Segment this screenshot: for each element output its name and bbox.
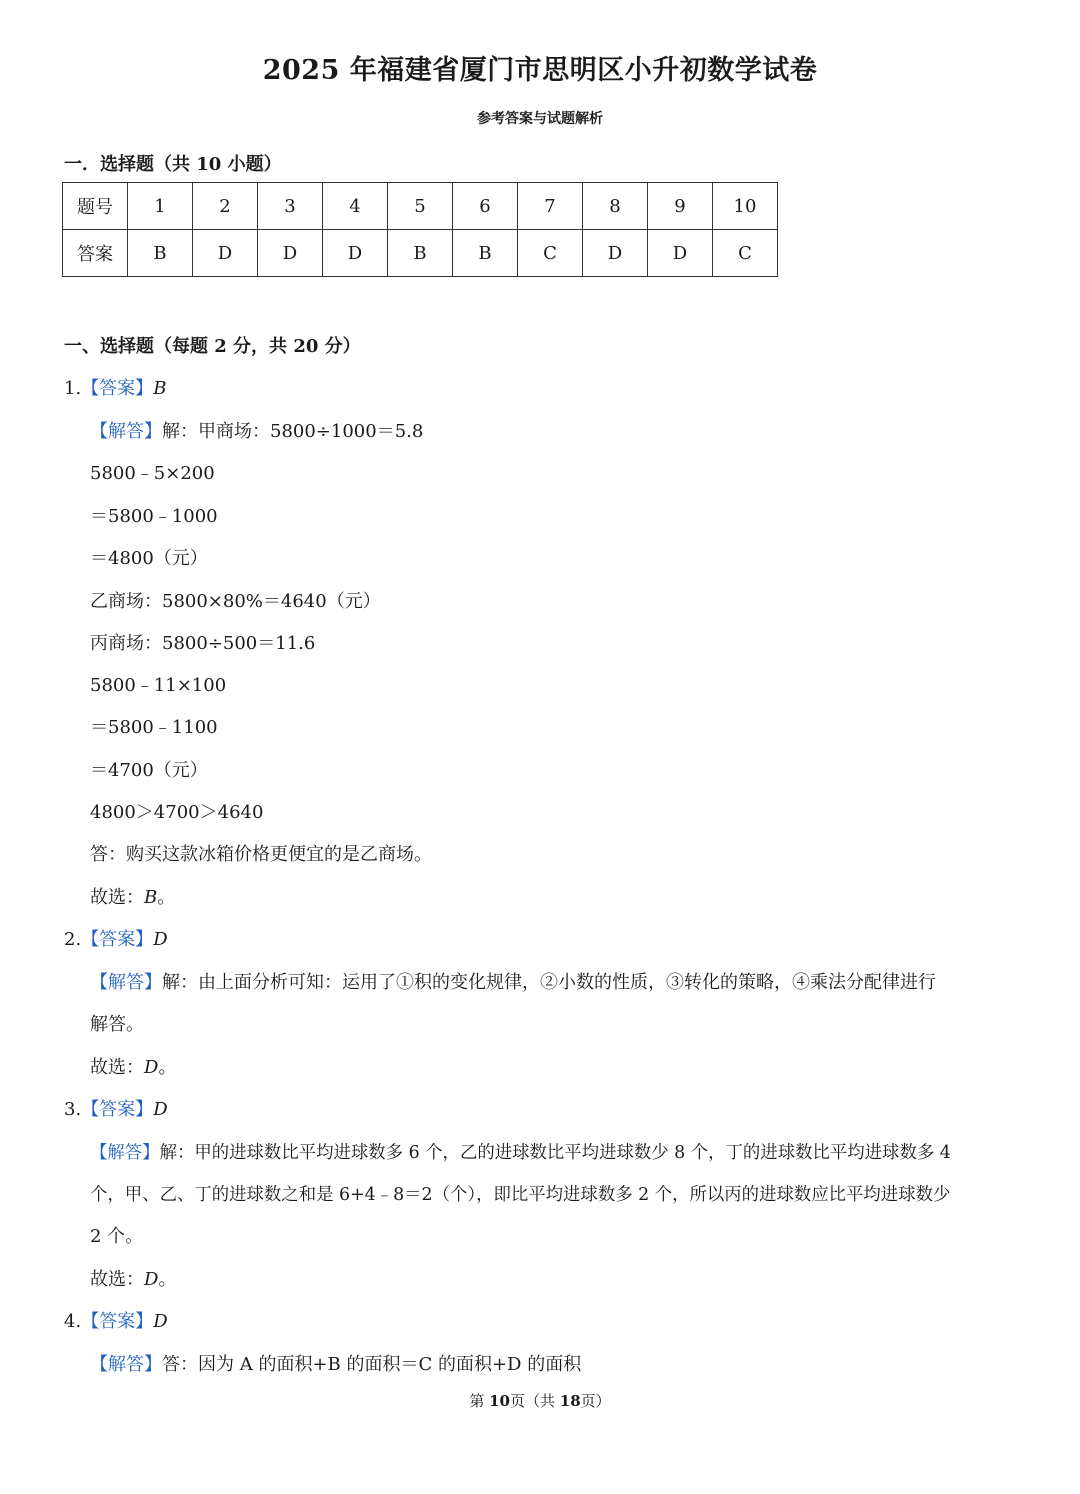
- section-heading-2: 一、选择题（每题 2 分，共 20 分）: [64, 336, 361, 357]
- table-cell-answer: D: [648, 230, 713, 277]
- footer-page-number: 10: [489, 1392, 510, 1410]
- answer-label: 【答案】: [81, 1099, 154, 1120]
- q3-analysis-line-3: 2 个。: [90, 1226, 144, 1247]
- table-cell-number: 1: [128, 183, 193, 230]
- page-footer: [0, 1390, 1080, 1411]
- page-subtitle: 参考答案与试题解析: [477, 111, 603, 127]
- choose-prefix: 故选：: [90, 1269, 144, 1290]
- table-cell-number: 10: [713, 183, 778, 230]
- q3-number: 3.: [64, 1099, 82, 1120]
- table-cell-number: 8: [583, 183, 648, 230]
- q1-step: 4800＞4700＞4640: [90, 802, 264, 823]
- footer-mid: 页（共: [509, 1392, 560, 1410]
- q1-step: ＝5800﹣1000: [90, 506, 218, 527]
- analysis-label: 【解答】: [90, 972, 162, 993]
- q1-analysis-text: 解：甲商场：5800÷1000＝5.8: [162, 421, 424, 442]
- q4-number: 4.: [64, 1311, 82, 1332]
- answer-label: 【答案】: [81, 929, 154, 950]
- q2-answer: D: [153, 929, 168, 950]
- analysis-label: 【解答】: [90, 421, 162, 442]
- table-cell-number: 4: [323, 183, 388, 230]
- q2-analysis-text: 解：由上面分析可知：运用了①积的变化规律，②小数的性质，③转化的策略，④乘法分配律进行: [162, 972, 936, 993]
- table-cell-answer: D: [323, 230, 388, 277]
- table-cell-answer: D: [193, 230, 258, 277]
- q4-answer: D: [153, 1311, 168, 1332]
- q4-analysis-text: 答：因为 A 的面积+B 的面积＝C 的面积+D 的面积: [162, 1354, 582, 1375]
- table-cell-answer: B: [128, 230, 193, 277]
- q1-analysis-line: [90, 417, 423, 443]
- q3-answer-line: [64, 1095, 168, 1121]
- q1-answer-line: [64, 374, 166, 400]
- table-cell-answer: D: [258, 230, 323, 277]
- q1-step: ＝4700（元）: [90, 760, 208, 781]
- q1-step: ＝5800﹣1100: [90, 717, 218, 738]
- q4-answer-line: [64, 1307, 168, 1333]
- table-cell-answer: C: [518, 230, 583, 277]
- q4-analysis-line: [90, 1350, 581, 1376]
- choose-prefix: 故选：: [90, 887, 144, 908]
- q2-answer-line: [64, 925, 168, 951]
- analysis-label: 【解答】: [90, 1354, 162, 1375]
- q1-step: 答：购买这款冰箱价格更便宜的是乙商场。: [90, 844, 432, 865]
- footer-prefix: 第: [469, 1392, 490, 1410]
- q1-choose-line: [90, 883, 175, 909]
- table-row-numbers: [63, 183, 778, 230]
- answer-label: 【答案】: [81, 378, 154, 399]
- q1-step: 乙商场：5800×80%＝4640（元）: [90, 591, 381, 612]
- q2-analysis-line-2: 解答。: [90, 1014, 144, 1035]
- q1-step: 丙商场：5800÷500＝11.6: [90, 633, 316, 654]
- choose-suffix: 。: [158, 1269, 177, 1290]
- answer-label: 【答案】: [81, 1311, 154, 1332]
- table-cell-number: 5: [388, 183, 453, 230]
- q3-analysis-line-2: 个，甲、乙、丁的进球数之和是 6+4﹣8＝2（个），即比平均进球数多 2 个，所以丙的进球数应比平均进球数少: [90, 1185, 951, 1205]
- table-cell-number: 9: [648, 183, 713, 230]
- q3-choose-value: D: [144, 1269, 159, 1290]
- answer-table: [62, 182, 778, 277]
- q3-choose-line: [90, 1265, 176, 1291]
- q1-step: 5800﹣11×100: [90, 675, 227, 696]
- table-cell-number: 6: [453, 183, 518, 230]
- q2-analysis-line: [90, 968, 936, 994]
- choose-suffix: 。: [157, 887, 176, 908]
- section-heading-1: 一．选择题（共 10 小题）: [64, 154, 282, 175]
- q2-choose-value: D: [144, 1057, 159, 1078]
- table-cell-answer: C: [713, 230, 778, 277]
- q1-answer: B: [153, 378, 167, 399]
- table-cell-number: 3: [258, 183, 323, 230]
- page-title: 2025 年福建省厦门市思明区小升初数学试卷: [262, 55, 818, 86]
- table-cell-number: 2: [193, 183, 258, 230]
- q3-answer: D: [153, 1099, 168, 1120]
- table-cell-answer: B: [388, 230, 453, 277]
- choose-prefix: 故选：: [90, 1057, 144, 1078]
- table-cell-answer: D: [583, 230, 648, 277]
- table-cell-answer: B: [453, 230, 518, 277]
- footer-suffix: 页）: [580, 1392, 611, 1410]
- table-row-answers: [63, 230, 778, 277]
- q1-number: 1.: [64, 378, 82, 399]
- footer-total-pages: 18: [559, 1392, 581, 1410]
- table-answer-label: 答案: [63, 230, 128, 277]
- choose-suffix: 。: [158, 1057, 177, 1078]
- table-header-label: 题号: [63, 183, 128, 230]
- table-cell-number: 7: [518, 183, 583, 230]
- q3-analysis-text: 解：甲的进球数比平均进球数多 6 个，乙的进球数比平均进球数少 8 个，丁的进球数比平均进球数多 4: [159, 1143, 951, 1163]
- q2-choose-line: [90, 1053, 176, 1079]
- q1-choose-value: B: [144, 887, 158, 908]
- analysis-label: 【解答】: [90, 1143, 160, 1163]
- q1-step: 5800﹣5×200: [90, 463, 215, 484]
- q1-step: ＝4800（元）: [90, 548, 208, 569]
- q3-analysis-line: [90, 1138, 951, 1163]
- q2-number: 2.: [64, 929, 82, 950]
